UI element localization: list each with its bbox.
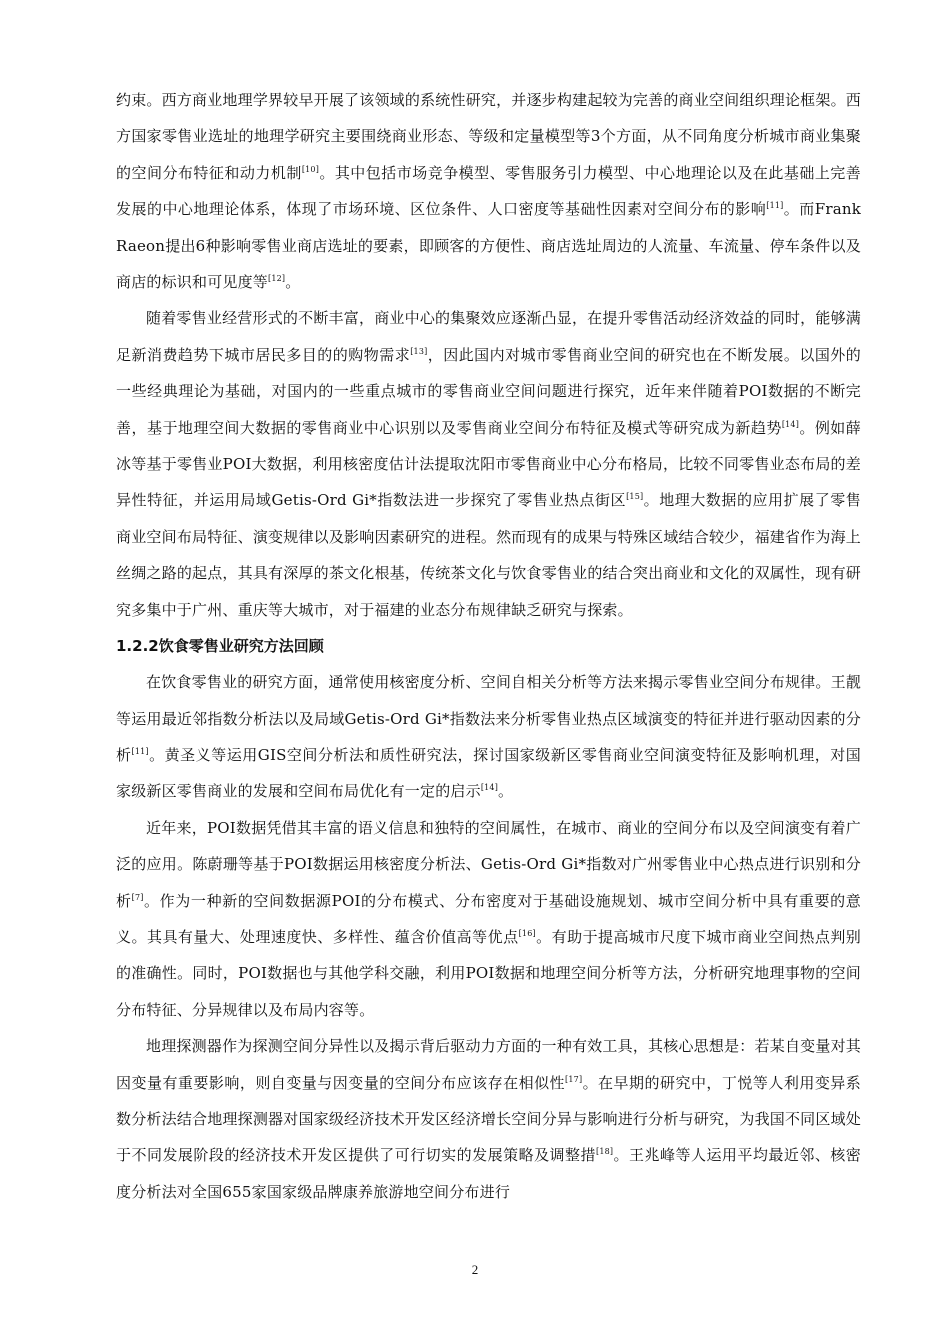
paragraph-2-text-1: 随着零售业经营形式的不断丰富，商业中心的集聚效应逐渐凸显，在提升零售活动经济效益的同时，能够满足新消费趋势下城市居民多目的的购物需求 xyxy=(116,309,861,364)
citation-10: [10] xyxy=(301,164,320,174)
paragraph-4-text-3: 。有助于提高城市尺度下城市商业空间热点判别的准确性。同时，POI数据也与其他学科交融，利用POI数据和地理空间分析等方法，分析研究地理事物的空间分布特征、分异规律以及布局内容等。 xyxy=(116,927,861,1019)
paragraph-1 xyxy=(116,82,861,300)
paragraph-5-text-2: 。在早期的研究中，丁悦等人利用变异系数分析法结合地理探测器对国家级经济技术开发区经济增长空间分异与影响进行分析与研究，为我国不同区域处于不同发展阶段的经济技术开发区提供了可行切实的发展策略及调整措 xyxy=(116,1073,861,1165)
paragraph-4 xyxy=(116,810,861,1028)
citation-11b: [11] xyxy=(131,746,149,756)
paragraph-5 xyxy=(116,1028,861,1210)
citation-15: [15] xyxy=(626,492,644,502)
paragraph-2-text-4: 。地理大数据的应用扩展了零售商业空间布局特征、演变规律以及影响因素研究的进程。然而现有的成果与特殊区域结合较少，福建省作为海上丝绸之路的起点，其具有深厚的茶文化根基，传统茶文化与饮食零售业的结合突出商业和文化的双属性，现有研究多集中于广州、重庆等大城市，对于福建的业态分布规律缺乏研究与探索。 xyxy=(116,491,861,619)
paragraph-3-text-2: 。黄圣义等运用GIS空间分析法和质性研究法，探讨国家级新区零售商业空间演变特征及影响机理，对国家级新区零售商业的发展和空间布局优化有一定的启示 xyxy=(116,745,861,801)
paragraph-1-text-3: 。而Frank Raeon提出6种影响零售业商店选址的要素，即顾客的方便性、商店选址周边的人流量、车流量、停车条件以及商店的标识和可见度等 xyxy=(116,200,862,292)
paragraph-4-text-2: 。作为一种新的空间数据源POI的分布模式、分布密度对于基础设施规划、城市空间分析中具有重要的意义。其具有量大、处理速度快、多样性、蕴含价值高等优点 xyxy=(116,891,861,946)
paragraph-3 xyxy=(116,664,861,810)
citation-18: [18] xyxy=(596,1147,614,1157)
paragraph-1-text-1: 约束。西方商业地理学界较早开展了该领域的系统性研究，并逐步构建起较为完善的商业空间组织理论框架。西方国家零售业选址的地理学研究主要围绕商业形态、等级和定量模型等3个方面，从不同角度分析城市商业集聚的空间分布特征和动力机制 xyxy=(116,91,861,182)
page-number: 2 xyxy=(471,1262,479,1277)
paragraph-2-text-2: ，因此国内对城市零售商业空间的研究也在不断发展。以国外的一些经典理论为基础，对国内的一些重点城市的零售商业空间问题进行探究，近年来伴随着POI数据的不断完善，基于地理空间大数据的零售商业中心识别以及零售商业空间分布特征及模式等研究成为新趋势 xyxy=(116,345,861,437)
body-text xyxy=(116,82,861,1210)
citation-17: [17] xyxy=(565,1074,583,1084)
paragraph-2-text-3: 。例如薛冰等基于零售业POI大数据，利用核密度估计法提取沈阳市零售商业中心分布格局，比较不同零售业态布局的差异性特征，并运用局域Getis-Ord Gi*指数法进一步探究了零售业热点街区 xyxy=(116,418,861,510)
paragraph-3-text-3: 。 xyxy=(498,782,514,801)
citation-11: [11] xyxy=(766,201,784,211)
paragraph-4-text-1: 近年来，POI数据凭借其丰富的语义信息和独特的空间属性，在城市、商业的空间分布以及空间演变有着广泛的应用。陈蔚珊等基于POI数据运用核密度分析法、Getis-Ord Gi*指数对广州零售业中心热点进行识别和分析 xyxy=(116,818,861,910)
paragraph-1-text-4: 。 xyxy=(285,273,301,292)
citation-14: [14] xyxy=(781,419,800,429)
paragraph-5-text-1: 地理探测器作为探测空间分异性以及揭示背后驱动力方面的一种有效工具，其核心思想是：若某自变量对其因变量有重要影响，则自变量与因变量的空间分布应该存在相似性 xyxy=(116,1037,861,1092)
citation-13: [13] xyxy=(410,346,428,356)
section-heading: 1.2.2饮食零售业研究方法回顾 xyxy=(116,637,324,656)
paragraph-5-text-3: 。王兆峰等人运用平均最近邻、核密度分析法对全国655家国家级品牌康养旅游地空间分布进行 xyxy=(116,1146,861,1201)
citation-7: [7] xyxy=(131,892,144,902)
citation-16: [16] xyxy=(518,928,536,938)
paragraph-1-text-2: 。其中包括市场竞争模型、零售服务引力模型、中心地理论以及在此基础上完善发展的中心地理论体系，体现了市场环境、区位条件、人口密度等基础性因素对空间分布的影响 xyxy=(116,163,861,219)
citation-14b: [14] xyxy=(480,783,499,793)
paragraph-3-text-1: 在饮食零售业的研究方面，通常使用核密度分析、空间自相关分析等方法来揭示零售业空间分布规律。王靓等运用最近邻指数分析法以及局域Getis-Ord Gi*指数法来分析零售业热点区域演变的特征并进行驱动因素的分析 xyxy=(116,673,861,764)
paragraph-2 xyxy=(116,300,861,628)
citation-12: [12] xyxy=(268,274,286,284)
